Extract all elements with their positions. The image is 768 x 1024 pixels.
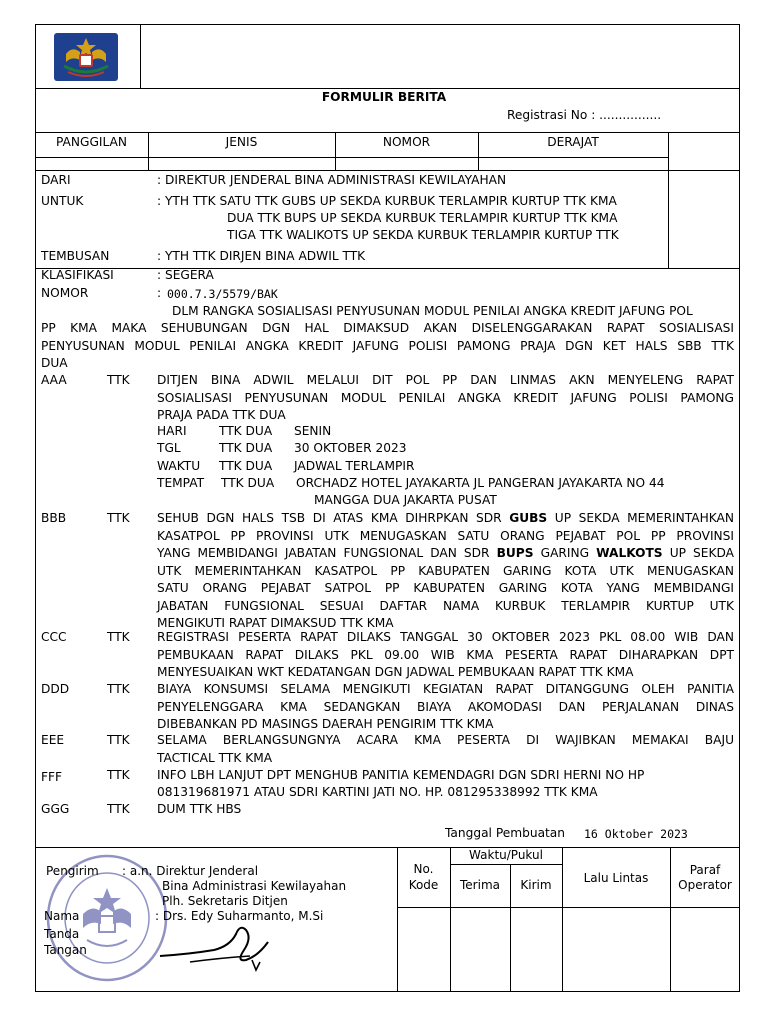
ddd-line-2: PENYELENGGARA KMA SEDANGKAN BIAYA AKOMODASI DAN PERJALANAN DINAS: [157, 699, 734, 714]
footer-header-line: [397, 907, 740, 908]
bbb-line-1: [157, 510, 734, 528]
nomor-colon: :: [157, 286, 162, 300]
ccc-ttk: TTK: [107, 630, 130, 644]
eee-line-1: SELAMA BERLANGSUNGNYA ACARA KMA PESERTA DI WAJIBKAN MEMAKAI BAJU: [157, 733, 734, 747]
eee-body: [157, 732, 734, 767]
nomor-label: NOMOR: [41, 286, 89, 300]
tanggal-label: Tanggal Pembuatan: [445, 826, 566, 840]
untuk-line-3: TIGA TTK WALIKOTS UP SEKDA KURBUK TERLAMPIR KURTUP TTK: [227, 228, 619, 242]
bbb-line-3c: GARING: [533, 546, 597, 560]
ccc-line-3: MENYESUAIKAN WKT KEDATANGAN DGN JADWAL PEMBUKAAN RAPAT TTK KMA: [157, 665, 634, 679]
schedule-waktu-sep: TTK DUA: [219, 459, 273, 473]
ddd-ttk: TTK: [107, 682, 130, 696]
fff-line-1: INFO LBH LANJUT DPT MENGHUB PANITIA KEMENDAGRI DGN SDRI HERNI NO HP: [157, 768, 645, 782]
klasifikasi-label: KLASIFIKASI: [41, 268, 114, 282]
ccc-line-2: PEMBUKAAN RAPAT DILAKS PKL 09.00 WIB KMA PESERTA RAPAT DIHARAPKAN DPT: [157, 647, 734, 662]
untuk-line-2: DUA TTK BUPS UP SEKDA KURBUK TERLAMPIR KURTUP TTK KMA: [227, 211, 618, 225]
registration-number: Registrasi No : ................: [507, 108, 662, 122]
bbb-line-3a: YANG MEMBIDANGI JABATAN FUNGSIONAL DAN SDR: [157, 546, 497, 560]
ddd-line-1: BIAYA KONSUMSI SELAMA MENGIKUTI KEGIATAN RAPAT DITANGGUNG OLEH PANITIA: [157, 682, 734, 696]
ccc-body: [157, 629, 734, 682]
bbb-body: [157, 510, 734, 633]
schedule-waktu-value: JADWAL TERLAMPIR: [294, 459, 415, 473]
tanda-label: Tanda: [44, 927, 80, 941]
address-bottom-line: [35, 268, 740, 269]
dari-value: : DIREKTUR JENDERAL BINA ADMINISTRASI KEWILAYAHAN: [157, 173, 507, 187]
footer-top-line: [35, 847, 740, 848]
bbb-walkots: WALKOTS: [596, 546, 663, 560]
bbb-line-2: KASATPOL PP PROVINSI UTK MENUGASKAN SATU ORANG PEJABAT POL PP PROVINSI: [157, 528, 734, 543]
schedule-tempat-sep: TTK DUA: [221, 476, 275, 490]
schedule-hari-label: HARI: [157, 424, 187, 438]
pengirim-label: Pengirim: [46, 864, 99, 878]
ggg-line-1: DUM TTK HBS: [157, 802, 242, 816]
aaa-body: [157, 372, 734, 425]
col-panggilan: PANGGILAN: [55, 135, 128, 149]
schedule-hari-sep: TTK DUA: [219, 424, 273, 438]
eee-ttk: TTK: [107, 733, 130, 747]
schedule-tgl-label: TGL: [157, 441, 181, 455]
intro-line-4: DUA: [41, 356, 68, 370]
untuk-label: UNTUK: [41, 194, 84, 208]
pengirim-line-3: Plh. Sekretaris Ditjen: [162, 894, 288, 908]
paraf-label: Paraf: [689, 863, 721, 877]
ministry-logo-icon: [52, 32, 120, 82]
intro-line-2: PP KMA MAKA SEHUBUNGAN DGN HAL DIMAKSUD AKAN DISELENGGARAKAN RAPAT SOSIALISASI: [41, 321, 734, 335]
klasifikasi-value: : SEGERA: [157, 268, 214, 282]
bbb-line-6: JABATAN FUNGSIONAL SESUAI DAFTAR NAMA KURBUK TERLAMPIR KURTUP UTK: [157, 598, 734, 613]
col-derajat: DERAJAT: [547, 135, 599, 149]
waktu-pukul-label: Waktu/Pukul: [469, 848, 543, 862]
form-title: FORMULIR BERITA: [321, 90, 447, 104]
footer-div-2: [450, 847, 451, 992]
schedule-tgl-value: 30 OKTOBER 2023: [294, 441, 407, 455]
ggg-ttk: TTK: [107, 802, 130, 816]
kode-label: Kode: [408, 878, 439, 892]
dari-label: DARI: [41, 173, 71, 187]
columns-mid-line: [35, 157, 668, 158]
schedule-waktu-label: WAKTU: [157, 459, 201, 473]
aaa-code: AAA: [41, 373, 67, 387]
columns-bottom-line: [35, 170, 740, 171]
schedule-tempat-cont: MANGGA DUA JAKARTA PUSAT: [314, 493, 497, 507]
bbb-line-4: UTK MEMERINTAHKAN KASATPOL PP KABUPATEN GARING KOTA UTK MENUGASKAN: [157, 563, 734, 578]
tanggal-value: 16 Oktober 2023: [584, 827, 688, 841]
no-label: No.: [413, 862, 434, 876]
logo-divider: [140, 24, 141, 88]
eee-line-2: TACTICAL TTK KMA: [157, 750, 273, 765]
col-jenis: JENIS: [225, 135, 258, 149]
col-nomor: NOMOR: [382, 135, 431, 149]
bbb-line-7: MENGIKUTI RAPAT DIMAKSUD TTK KMA: [157, 616, 394, 630]
bbb-line-3: [157, 545, 734, 563]
col-divider-4: [668, 132, 669, 268]
ggg-code: GGG: [41, 802, 70, 816]
kirim-label: Kirim: [520, 878, 552, 892]
schedule-hari-value: SENIN: [294, 424, 332, 438]
ccc-code: CCC: [41, 630, 67, 644]
ccc-line-1: REGISTRASI PESERTA RAPAT DILAKS TANGGAL 30 OKTOBER 2023 PKL 08.00 WIB DAN: [157, 630, 734, 644]
nomor-value: 000.7.3/5579/BAK: [167, 287, 278, 301]
terima-label: Terima: [460, 878, 500, 892]
nama-value: : Drs. Edy Suharmanto, M.Si: [155, 909, 324, 923]
schedule-tempat-label: TEMPAT: [157, 476, 205, 490]
bbb-gubs: GUBS: [509, 511, 548, 525]
pengirim-line-2: Bina Administrasi Kewilayahan: [162, 879, 347, 893]
bbb-line-1c: UP SEKDA MEMERINTAHKAN: [547, 511, 734, 525]
lalu-lintas-label: Lalu Lintas: [583, 871, 649, 885]
tembusan-value: : YTH TTK DIRJEN BINA ADWIL TTK: [157, 249, 366, 263]
eee-code: EEE: [41, 733, 65, 747]
intro-line-1: DLM RANGKA SOSIALISASI PENYUSUNAN MODUL PENILAI ANGKA KREDIT JAFUNG POL: [172, 304, 693, 318]
aaa-ttk: TTK: [107, 373, 130, 387]
bbb-code: BBB: [41, 511, 67, 525]
pengirim-line-1: : a.n. Direktur Jenderal: [122, 864, 259, 878]
nama-label: Nama: [44, 909, 80, 923]
aaa-line-1: DITJEN BINA ADWIL MELALUI DIT POL PP DAN LINMAS AKN MENYELENG RAPAT: [157, 373, 734, 387]
intro-line-3: PENYUSUNAN MODUL PENILAI ANGKA KREDIT JAFUNG POLISI PAMONG PRAJA DGN KET HALS SBB TTK: [41, 338, 734, 353]
aaa-line-2: SOSIALISASI PENYUSUNAN MODUL PENILAI ANGKA KREDIT JAFUNG POLISI PAMONG: [157, 390, 734, 405]
bbb-line-1a: SEHUB DGN HALS TSB DI ATAS KMA DIHRPKAN SDR: [157, 511, 510, 525]
bbb-line-5: SATU ORANG PEJABAT SATPOL PP KABUPATEN GARING KOTA YANG MEMBIDANGI: [157, 581, 734, 595]
intro-paragraph: [41, 320, 734, 373]
fff-code: FFF: [41, 770, 63, 784]
operator-label: Operator: [678, 878, 732, 892]
bbb-bups: BUPS: [496, 546, 534, 560]
tembusan-label: TEMBUSAN: [41, 249, 110, 263]
ddd-code: DDD: [41, 682, 70, 696]
untuk-line-1: : YTH TTK SATU TTK GUBS UP SEKDA KURBUK TERLAMPIR KURTUP TTK KMA: [157, 194, 617, 208]
tangan-label: Tangan: [44, 943, 87, 957]
bbb-ttk: TTK: [107, 511, 130, 525]
aaa-line-3: PRAJA PADA TTK DUA: [157, 408, 286, 422]
fff-line-2: 081319681971 ATAU SDRI KARTINI JATI NO. HP. 081295338992 TTK KMA: [157, 785, 598, 799]
fff-ttk: TTK: [107, 768, 130, 782]
signature-icon: [150, 920, 290, 980]
ddd-body: [157, 681, 734, 734]
columns-top-line: [35, 132, 740, 133]
bbb-line-3e: UP SEKDA: [662, 546, 734, 560]
ddd-line-3: DIBEBANKAN PD MASINGS DAERAH PENGIRIM TTK KMA: [157, 717, 494, 731]
footer-div-4: [562, 847, 563, 992]
schedule-tgl-sep: TTK DUA: [219, 441, 273, 455]
schedule-tempat-value: ORCHADZ HOTEL JAYAKARTA JL PANGERAN JAYAKARTA NO 44: [296, 476, 665, 490]
